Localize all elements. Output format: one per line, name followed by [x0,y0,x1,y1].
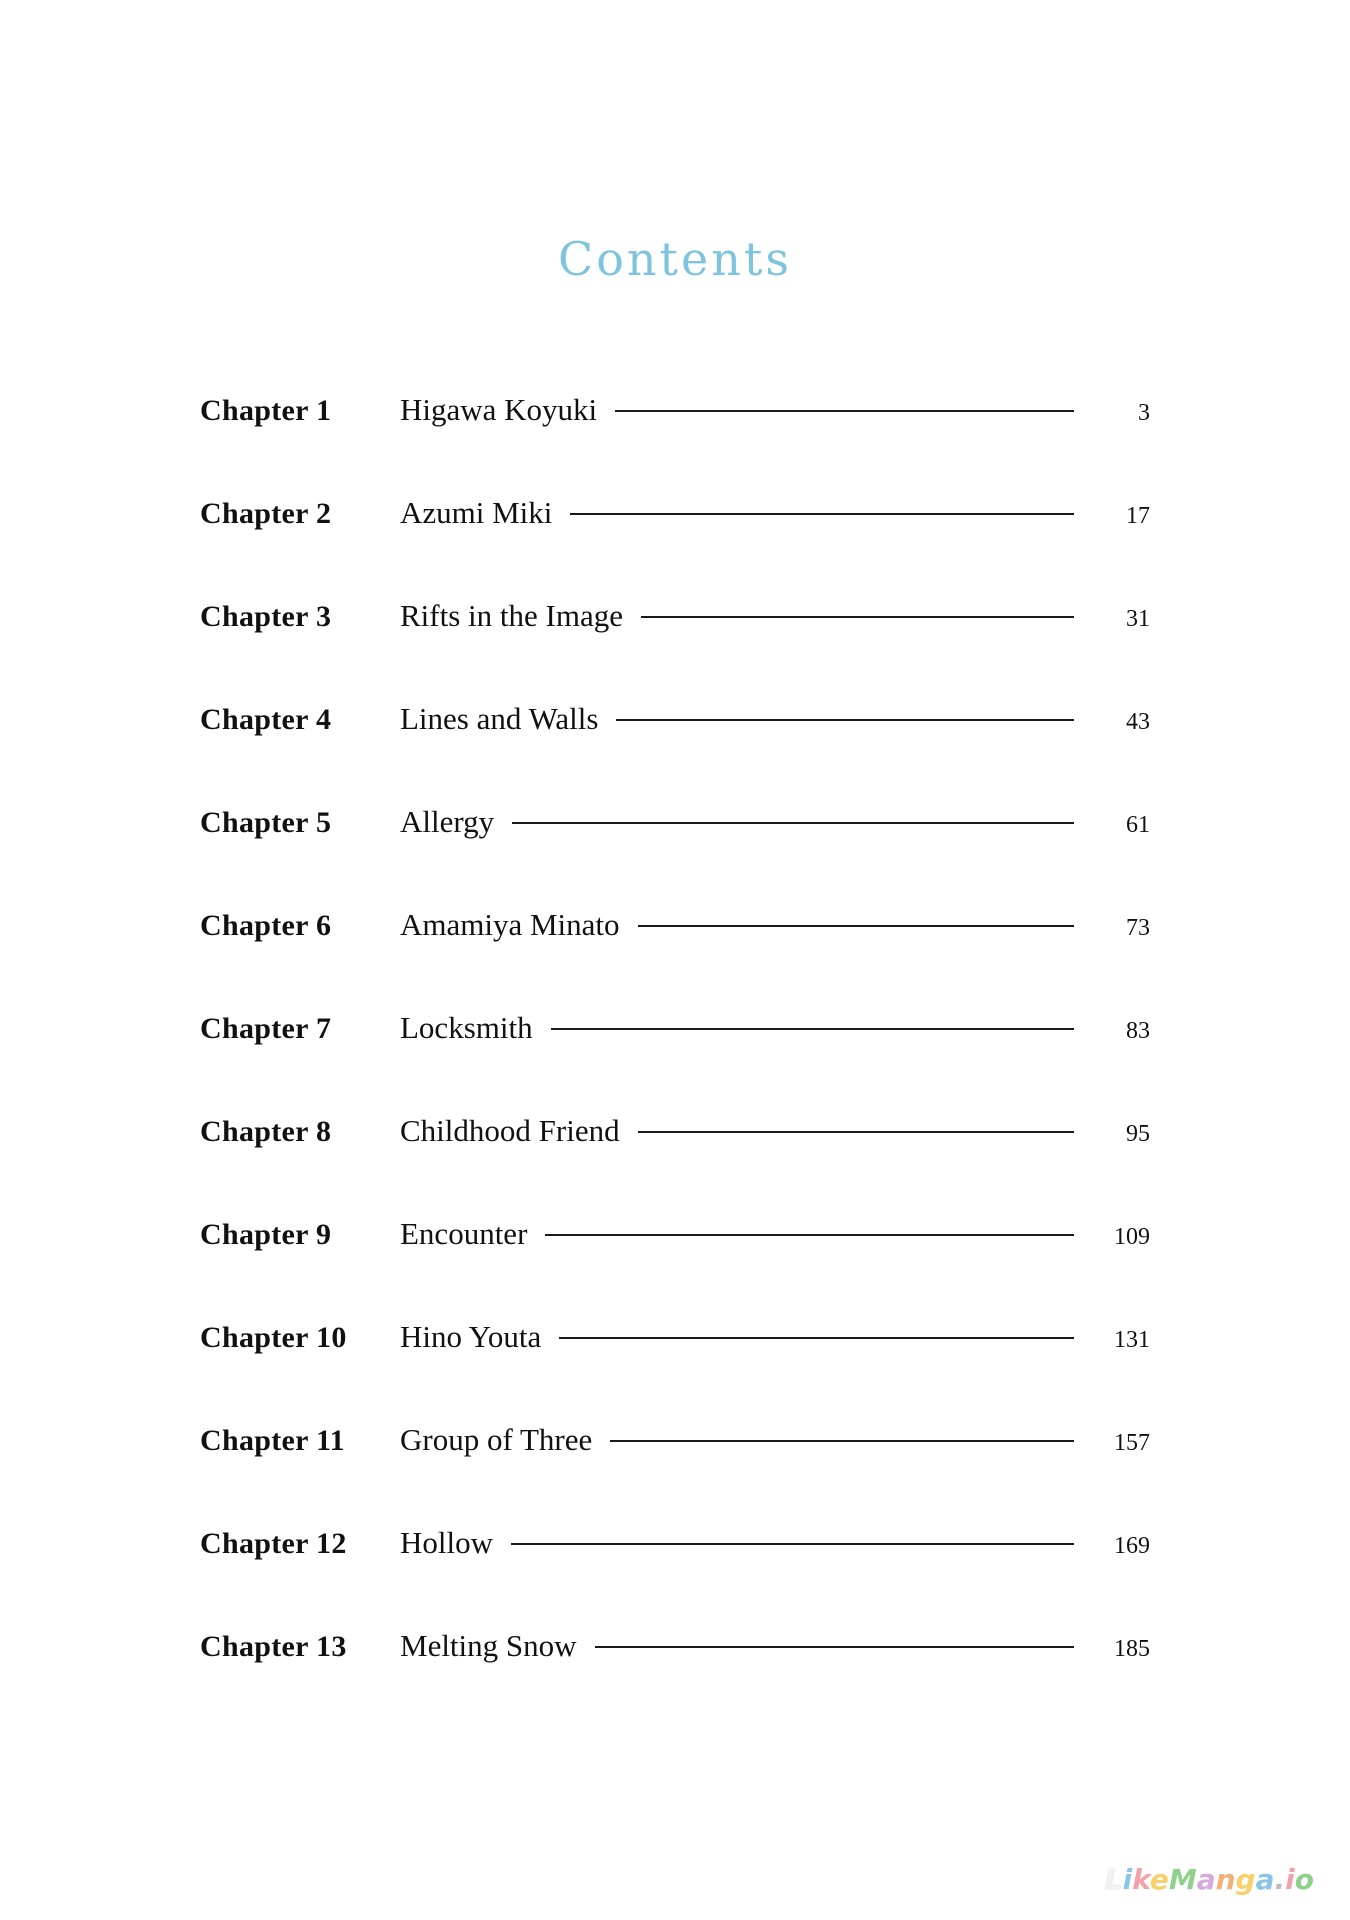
chapter-title: Hino Youta [400,1319,542,1354]
toc-entry[interactable] [200,1010,1150,1113]
chapter-label: Chapter 6 [200,909,332,942]
leader-line [615,410,1074,411]
chapter-title: Lines and Walls [400,701,599,736]
page-number: 157 [1114,1430,1150,1456]
page-number: 73 [1126,915,1150,941]
leader-line [551,1028,1074,1029]
leader-line [512,822,1074,823]
leader-line [511,1543,1074,1544]
chapter-label: Chapter 1 [200,394,332,427]
page-number: 95 [1126,1121,1150,1147]
leader-line [616,719,1074,720]
leader-line [638,1131,1074,1132]
chapter-label: Chapter 13 [200,1630,347,1663]
chapter-label: Chapter 12 [200,1527,347,1560]
toc-entry[interactable] [200,1525,1150,1628]
leader-line [610,1440,1074,1441]
chapter-label: Chapter 4 [200,703,332,736]
page-number: 109 [1114,1224,1150,1250]
chapter-label: Chapter 5 [200,806,332,839]
chapter-title: Group of Three [400,1422,593,1457]
toc-entry[interactable] [200,701,1150,804]
page-number: 185 [1114,1636,1150,1662]
table-of-contents [200,392,1150,1731]
toc-entry[interactable] [200,1422,1150,1525]
page-number: 131 [1114,1327,1150,1353]
page-number: 17 [1126,503,1150,529]
leader-line [641,616,1074,617]
page-number: 169 [1114,1533,1150,1559]
toc-entry[interactable] [200,1216,1150,1319]
toc-entry[interactable] [200,907,1150,1010]
chapter-label: Chapter 9 [200,1218,332,1251]
toc-entry[interactable] [200,495,1150,598]
chapter-label: Chapter 2 [200,497,332,530]
page-number: 31 [1126,606,1150,632]
chapter-title: Encounter [400,1216,528,1251]
page-title: Contents [558,232,792,286]
page-number: 43 [1126,709,1150,735]
page-number: 83 [1126,1018,1150,1044]
toc-entry[interactable] [200,392,1150,495]
chapter-title: Locksmith [400,1010,533,1045]
leader-line [638,925,1074,926]
chapter-label: Chapter 3 [200,600,332,633]
leader-line [595,1646,1074,1647]
leader-line [559,1337,1074,1338]
chapter-title: Childhood Friend [400,1113,620,1148]
page-number: 3 [1138,400,1150,426]
leader-line [570,513,1074,514]
chapter-label: Chapter 8 [200,1115,332,1148]
toc-entry[interactable] [200,1113,1150,1216]
site-watermark: LikeManga.io [1104,1863,1314,1896]
toc-entry[interactable] [200,1628,1150,1731]
chapter-title: Higawa Koyuki [400,392,598,427]
chapter-title: Hollow [400,1525,493,1560]
chapter-title: Melting Snow [400,1628,577,1663]
page-number: 61 [1126,812,1150,838]
leader-line [545,1234,1074,1235]
toc-entry[interactable] [200,1319,1150,1422]
chapter-title: Rifts in the Image [400,598,623,633]
chapter-title: Azumi Miki [400,495,553,530]
toc-entry[interactable] [200,598,1150,701]
chapter-label: Chapter 7 [200,1012,332,1045]
toc-entry[interactable] [200,804,1150,907]
chapter-label: Chapter 10 [200,1321,347,1354]
chapter-label: Chapter 11 [200,1424,345,1457]
chapter-title: Allergy [400,804,495,839]
chapter-title: Amamiya Minato [400,907,620,942]
